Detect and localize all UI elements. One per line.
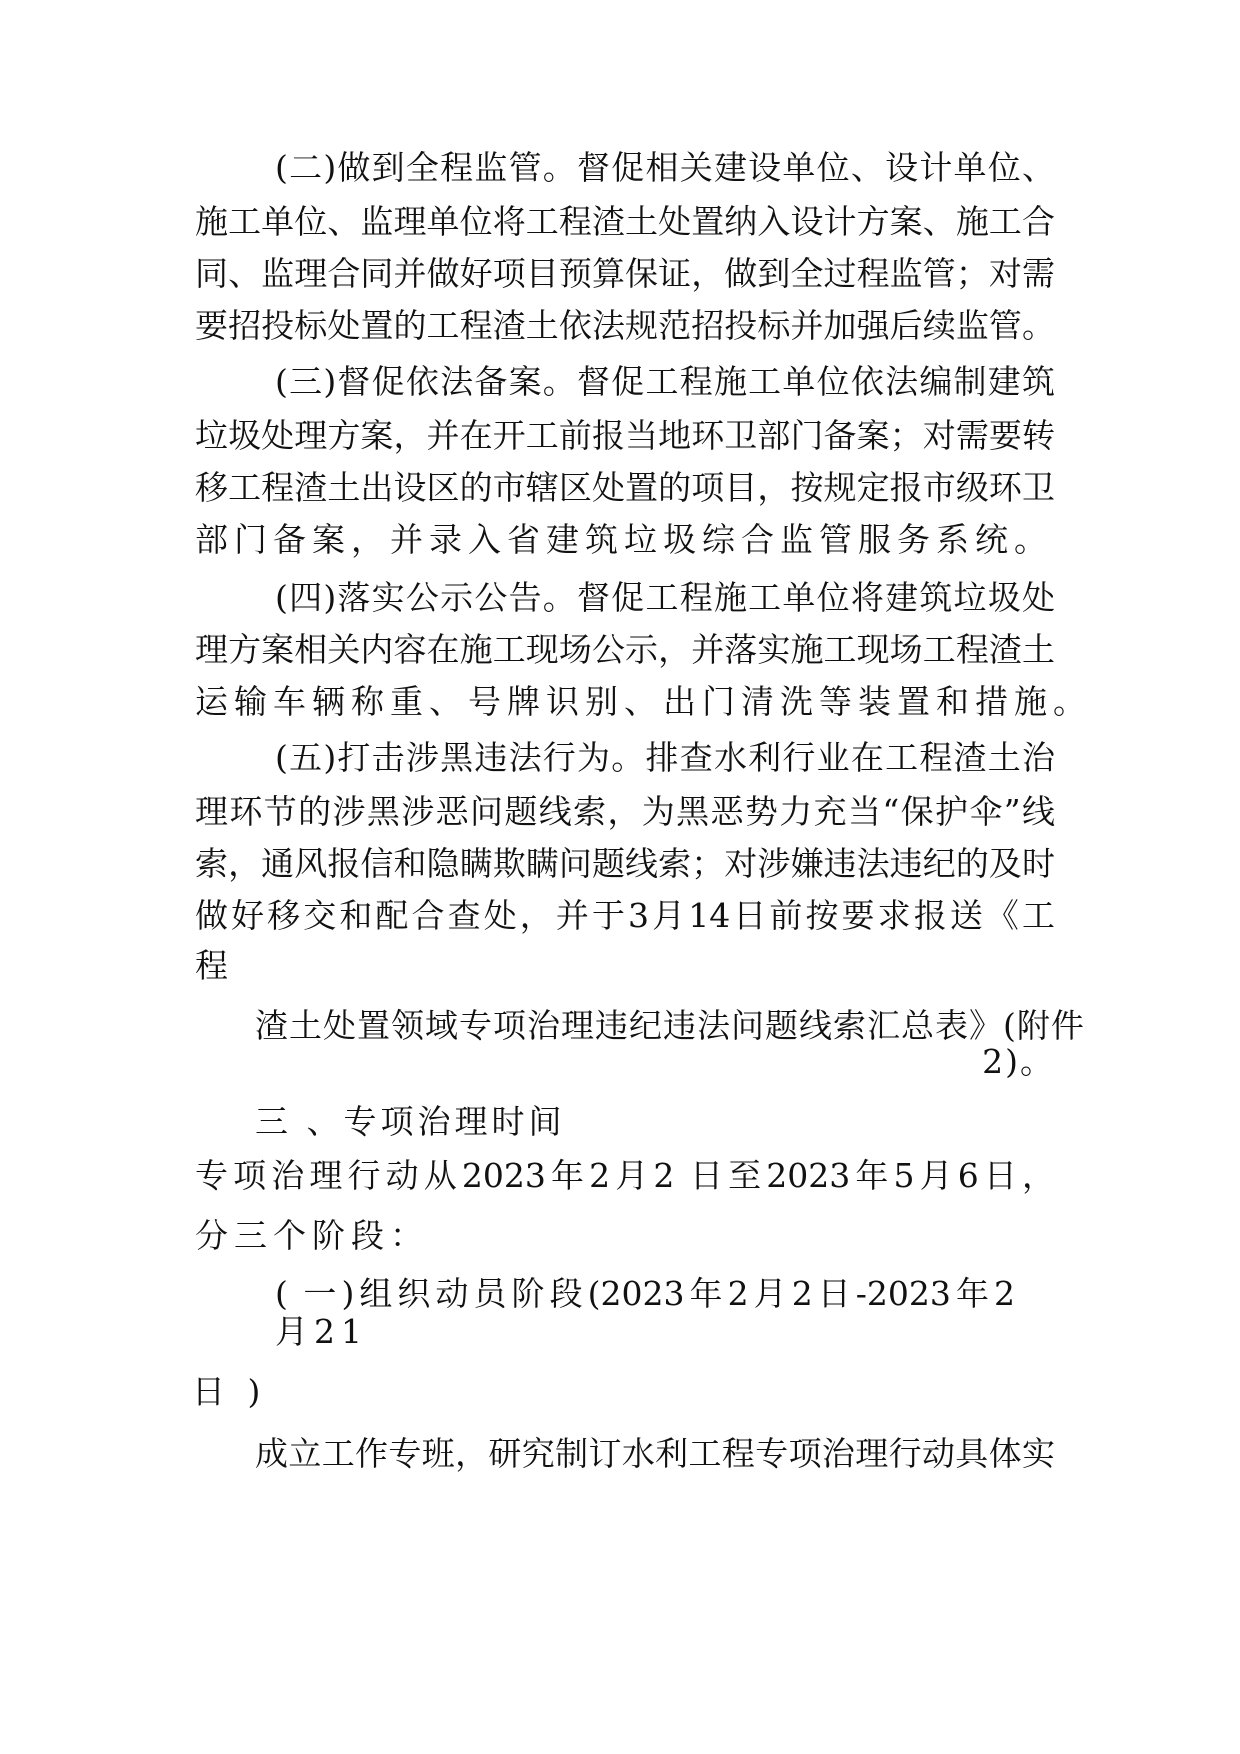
paragraph-5-line-4: 做好移交和配合查处，并于3月14日前按要求报送《工 (195, 896, 1055, 935)
phase-one-title-cont: 月21 (275, 1312, 368, 1351)
attachment-reference-line: 渣土处置领域专项治理违纪违法问题线索汇总表》(附件 (255, 1006, 1085, 1045)
schedule-line-2: 分三个阶段： (195, 1216, 429, 1255)
paragraph-4-line-3: 运输车辆称重、号牌识别、出门清洗等装置和措施。 (195, 682, 1092, 721)
paragraph-2-line-1: (二)做到全程监管。督促相关建设单位、设计单位、 (275, 148, 1055, 187)
paragraph-5-line-5: 程 (195, 946, 234, 985)
paragraph-3-line-3: 移工程渣土出设区的市辖区处置的项目，按规定报市级环卫 (195, 468, 1055, 507)
paragraph-3-line-4: 部门备案，并录入省建筑垃圾综合监管服务系统。 (195, 520, 1053, 559)
paragraph-5-line-3: 索，通风报信和隐瞒欺瞒问题线索；对涉嫌违法违纪的及时 (195, 844, 1055, 883)
attachment-reference-end: 2)。 (982, 1042, 1055, 1081)
paragraph-4-line-1: (四)落实公示公告。督促工程施工单位将建筑垃圾处 (275, 578, 1055, 617)
paragraph-5-line-1: (五)打击涉黑违法行为。排查水利行业在工程渣土治 (275, 738, 1055, 777)
paragraph-3-line-2: 垃圾处理方案，并在开工前报当地环卫部门备案；对需要转 (195, 416, 1055, 455)
paragraph-2-line-4: 要招投标处置的工程渣土依法规范招投标并加强后续监管。 (195, 306, 1055, 345)
phase-one-title: ( 一)组织动员阶段(2023年2月2日-2023年2 (275, 1274, 1015, 1313)
paragraph-4-line-2: 理方案相关内容在施工现场公示，并落实施工现场工程渣土 (195, 630, 1055, 669)
paragraph-2-line-3: 同、监理合同并做好项目预算保证，做到全过程监管；对需 (195, 254, 1055, 293)
paragraph-5-line-2: 理环节的涉黑涉恶问题线索，为黑恶势力充当“保护伞”线 (195, 792, 1055, 831)
schedule-line-1: 专项治理行动从2023年2月2 日至2023年5月6日， (195, 1156, 1055, 1195)
phase-one-body-line-1: 成立工作专班，研究制订水利工程专项治理行动具体实 (255, 1434, 1055, 1473)
paragraph-2-line-2: 施工单位、监理单位将工程渣土处置纳入设计方案、施工合 (195, 202, 1055, 241)
section-heading: 三 、专项治理时间 (255, 1102, 566, 1141)
phase-one-title-end: 日 ) (192, 1372, 267, 1411)
paragraph-3-line-1: (三)督促依法备案。督促工程施工单位依法编制建筑 (275, 362, 1055, 401)
